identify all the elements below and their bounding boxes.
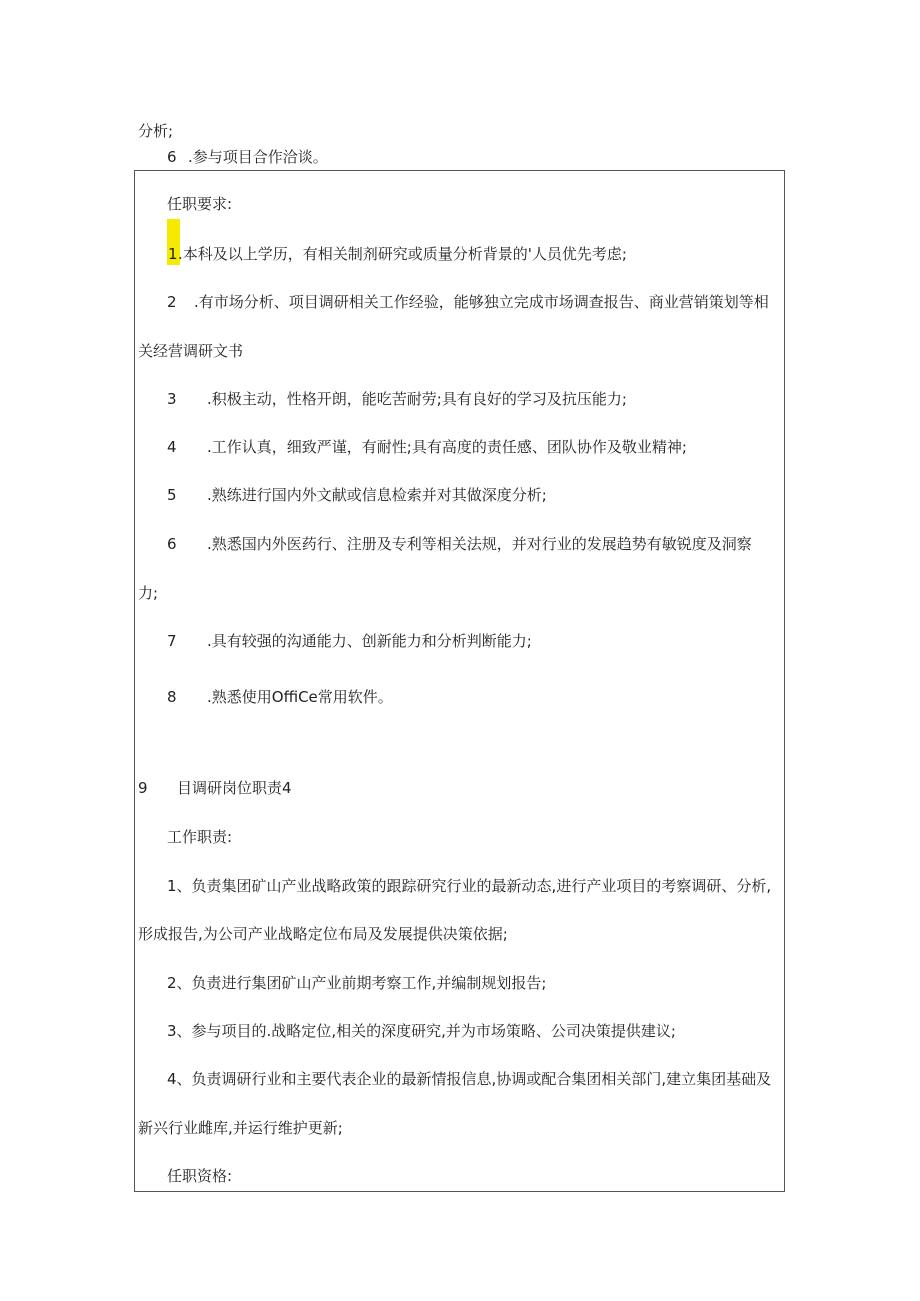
item-number: 2 (167, 293, 177, 311)
item-text: .积极主动，性格开朗，能吃苦耐劳;具有良好的学习及抗压能力; (207, 390, 627, 408)
item-number: 1 (168, 245, 178, 263)
duty-text: 1、负责集团矿山产业战略政策的跟踪研究行业的最新动态,进行产业项目的考察调研、分析, (167, 877, 772, 895)
item-continuation: 力; (138, 584, 159, 602)
item-continuation: 关经营调研文书 (138, 342, 244, 360)
item-text: .熟悉使用OffiCe常用软件。 (207, 688, 393, 706)
item-number: 4 (167, 438, 177, 456)
section-number: 9 (138, 779, 148, 797)
duty-text: 2、负责进行集团矿山产业前期考察工作,并编制规划报告; (167, 974, 547, 992)
item-text: .熟悉国内外医药行、注册及专利等相关法规，并对行业的发展趋势有敏锐度及洞察 (207, 535, 752, 553)
requirements-heading: 任职要求: (167, 195, 233, 213)
item-text: .参与项目合作洽谈。 (188, 148, 328, 166)
duty-continuation: 新兴行业雌库,并运行维护更新; (138, 1119, 343, 1137)
continuation-text: 分析; (138, 122, 174, 140)
item-number: 6 (167, 148, 177, 166)
item-text: .有市场分析、项目调研相关工作经验，能够独立完成市场调查报告、商业营销策划等相 (194, 293, 769, 311)
item-text: .工作认真，细致严谨，有耐性;具有高度的责任感、团队协作及敬业精神; (207, 438, 687, 456)
item-number: 6 (167, 535, 177, 553)
item-number: 5 (167, 486, 177, 504)
qualifications-heading: 任职资格: (167, 1167, 233, 1185)
item-text: .本科及以上学历，有相关制剂研究或质量分析背景的'人员优先考虑; (178, 245, 627, 263)
duty-text: 3、参与项目的.战略定位,相关的深度研究,并为市场策略、公司决策提供建议; (167, 1022, 676, 1040)
item-text: .具有较强的沟通能力、创新能力和分析判断能力; (207, 632, 532, 650)
item-number: 8 (167, 688, 177, 706)
item-number: 3 (167, 390, 177, 408)
duty-text: 4、负责调研行业和主要代表企业的最新情报信息,协调或配合集团相关部门,建立集团基础及 (167, 1070, 772, 1088)
duties-heading: 工作职责: (167, 828, 233, 846)
duty-continuation: 形成报告,为公司产业战略定位布局及发展提供决策依据; (138, 925, 508, 943)
section-title: 目调研岗位职责4 (177, 779, 292, 797)
item-number: 7 (167, 632, 177, 650)
item-text: .熟练进行国内外文献或信息检索并对其做深度分析; (207, 486, 547, 504)
